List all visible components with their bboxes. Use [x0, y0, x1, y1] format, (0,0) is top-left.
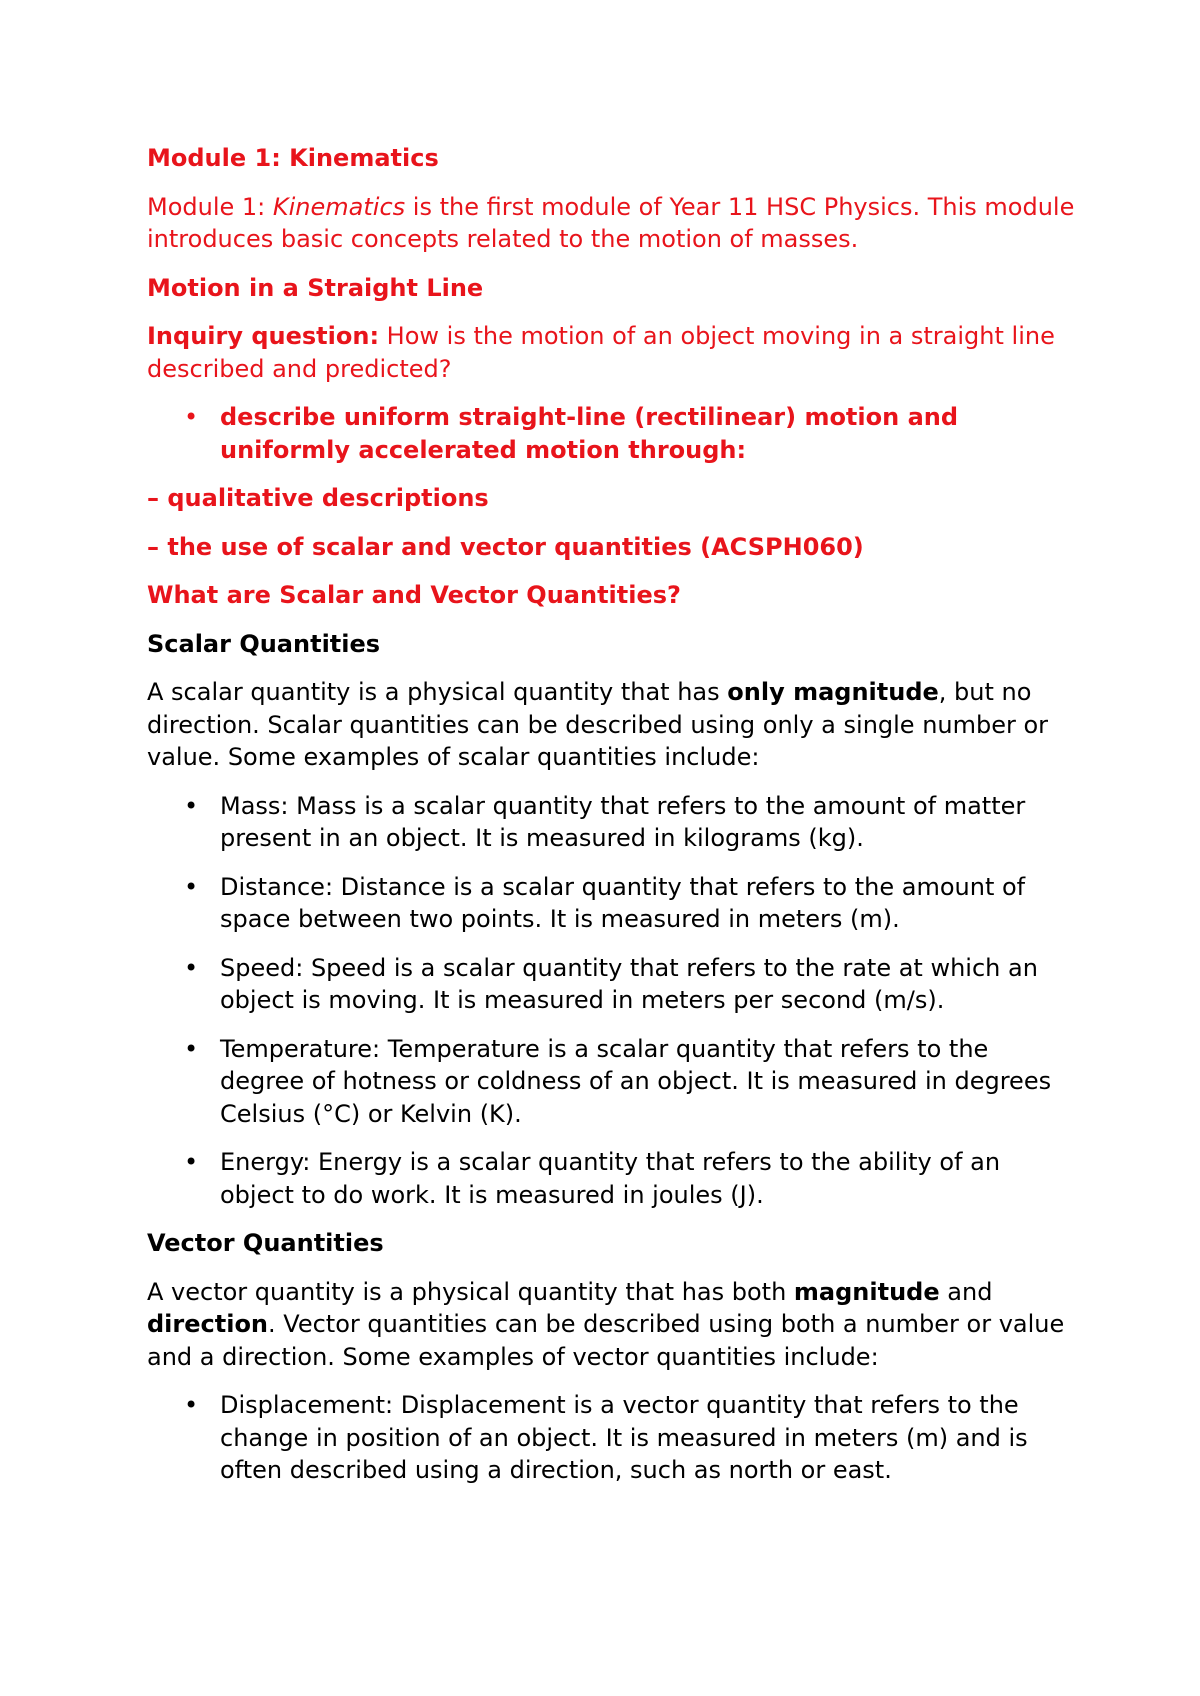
- inquiry-label: Inquiry question:: [147, 322, 380, 350]
- section-title: Motion in a Straight Line: [147, 273, 484, 302]
- module-title: Module 1: Kinematics: [147, 144, 439, 172]
- list-item: [147, 790, 1077, 855]
- outcome-item: [147, 401, 1077, 466]
- list-item: [147, 1146, 1077, 1211]
- vector-intro-and: and: [939, 1277, 993, 1306]
- bullet-icon: •: [184, 872, 199, 901]
- inquiry-text: How is the motion of an object moving in a straight line described and predicted?: [147, 322, 1055, 383]
- scalar-heading: Scalar Quantities: [147, 629, 381, 658]
- bullet-icon: •: [184, 791, 199, 820]
- vector-intro-bold-magnitude: magnitude: [793, 1277, 940, 1306]
- list-item: [147, 1389, 1077, 1487]
- scalar-intro: [147, 676, 1077, 774]
- vector-intro-b: . Vector quantities can be described using both a number or value and a direction. Some examples of vector quantities include:: [147, 1310, 1065, 1371]
- vector-intro: [147, 1276, 1077, 1374]
- intro-rest: is the first module of Year 11 HSC Physics. This module introduces basic concepts related to the motion of masses.: [147, 192, 1075, 253]
- module-intro: [147, 191, 1077, 256]
- list-item: [147, 1033, 1077, 1131]
- list-item-text: Distance: Distance is a scalar quantity that refers to the amount of space between two points. It is measured in meters (m).: [220, 872, 1026, 933]
- scalar-list: [147, 790, 1077, 1212]
- bullet-icon: •: [184, 1148, 199, 1176]
- list-item-text: Displacement: Displacement is a vector quantity that refers to the change in position of an object. It is measured in meters (m) and is often described using a direction, such as north or east.: [220, 1391, 1028, 1484]
- inquiry-question: [147, 320, 1077, 385]
- list-item: [147, 871, 1077, 936]
- intro-italic: Kinematics: [272, 192, 406, 221]
- vector-list: [147, 1389, 1077, 1487]
- question-heading: What are Scalar and Vector Quantities?: [147, 581, 681, 609]
- vector-intro-a: A vector quantity is a physical quantity that has both: [147, 1277, 794, 1306]
- scalar-intro-a: A scalar quantity is a physical quantity that has: [147, 678, 728, 706]
- scalar-intro-b: , but no direction. Scalar quantities can be described using only a single number or value. Some examples of scalar quantities include:: [147, 678, 1049, 771]
- bullet-icon: •: [184, 953, 199, 982]
- outcome-text: describe uniform straight-line (rectilinear) motion and uniformly accelerated motion through:: [220, 403, 959, 464]
- dash-item-2: – the use of scalar and vector quantities (ACSPH060): [147, 532, 864, 561]
- list-item: [147, 952, 1077, 1017]
- vector-heading: Vector Quantities: [147, 1229, 384, 1257]
- list-item-text: Speed: Speed is a scalar quantity that refers to the rate at which an object is moving. It is measured in meters per second (m/s).: [220, 953, 1038, 1014]
- bullet-icon: •: [184, 1034, 199, 1063]
- intro-prefix: Module 1:: [147, 192, 273, 221]
- scalar-intro-bold: only magnitude: [727, 678, 939, 706]
- bullet-icon: •: [184, 1391, 199, 1419]
- bullet-icon: •: [184, 403, 199, 431]
- document-content: [147, 142, 1077, 1503]
- list-item-text: Temperature: Temperature is a scalar quantity that refers to the degree of hotness or coldness of an object. It is measured in degrees Celsius (°C) or Kelvin (K).: [220, 1034, 1052, 1128]
- list-item-text: Mass: Mass is a scalar quantity that refers to the amount of matter present in an object. It is measured in kilograms (kg).: [220, 791, 1026, 852]
- outcome-list: [147, 401, 1077, 466]
- list-item-text: Energy: Energy is a scalar quantity that refers to the ability of an object to do work. It is measured in joules (J).: [220, 1148, 1001, 1209]
- vector-intro-bold-direction: direction: [147, 1310, 269, 1338]
- dash-item-1: – qualitative descriptions: [147, 484, 489, 512]
